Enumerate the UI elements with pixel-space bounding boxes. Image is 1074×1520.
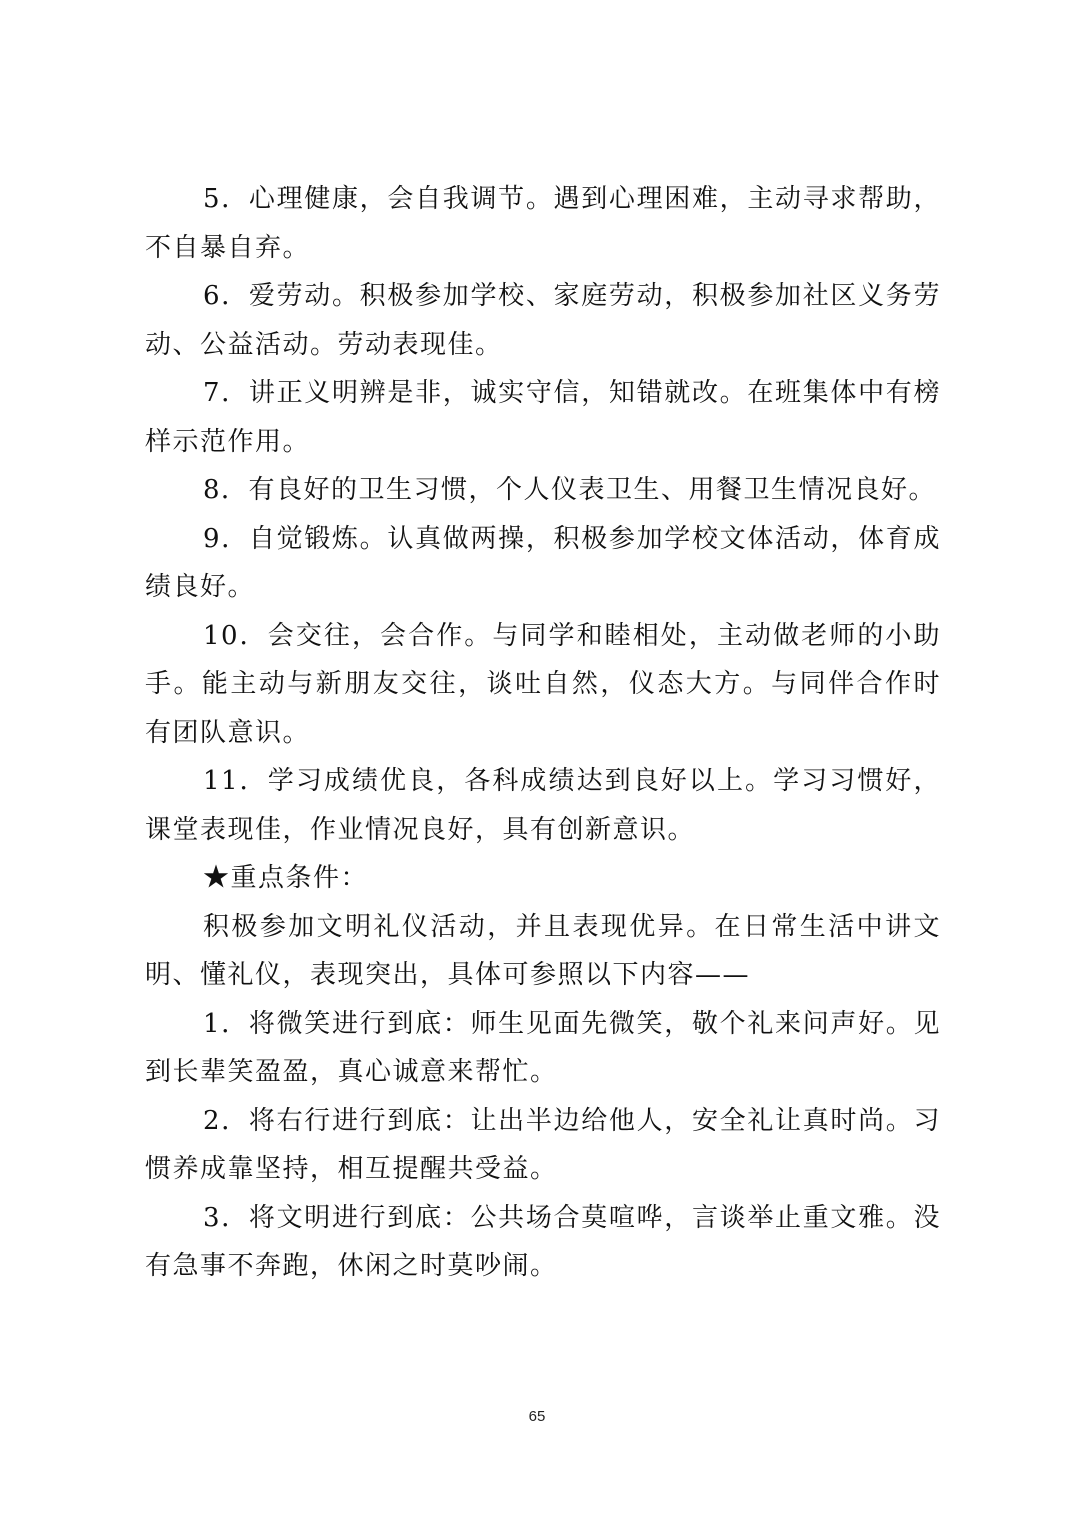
paragraph-criterion-10: 10．会交往，会合作。与同学和睦相处，主动做老师的小助手。能主动与新朋友交往，谈吐自然，仪态大方。与同伴合作时有团队意识。 xyxy=(145,620,941,748)
paragraph-criterion-11: 11．学习成绩优良，各科成绩达到良好以上。学习习惯好，课堂表现佳，作业情况良好，具有创新意识。 xyxy=(145,766,941,845)
page-number: 65 xyxy=(528,1408,546,1425)
paragraph-criterion-6: 6．爱劳动。积极参加学校、家庭劳动，积极参加社区义务劳动、公益活动。劳动表现佳。 xyxy=(145,281,941,360)
paragraph-criterion-9: 9．自觉锻炼。认真做两操，积极参加学校文体活动，体育成绩良好。 xyxy=(145,523,941,602)
etiquette-item-3: 3．将文明进行到底：公共场合莫喧哗，言谈举止重文雅。没有急事不奔跑，休闲之时莫吵闹。 xyxy=(145,1202,941,1281)
paragraph-criterion-8: 8．有良好的卫生习惯，个人仪表卫生、用餐卫生情况良好。 xyxy=(203,475,937,505)
document-body xyxy=(145,175,941,1291)
paragraph-criterion-5: 5．心理健康，会自我调节。遇到心理困难，主动寻求帮助，不自暴自弃。 xyxy=(145,184,941,263)
paragraph-criterion-7: 7．讲正义明辨是非，诚实守信，知错就改。在班集体中有榜样示范作用。 xyxy=(145,378,941,457)
key-conditions-intro: 积极参加文明礼仪活动，并且表现优异。在日常生活中讲文明、懂礼仪，表现突出，具体可参照以下内容—— xyxy=(145,911,941,990)
etiquette-item-1: 1．将微笑进行到底：师生见面先微笑，敬个礼来问声好。见到长辈笑盈盈，真心诚意来帮忙。 xyxy=(145,1008,941,1087)
etiquette-item-2: 2．将右行进行到底：让出半边给他人，安全礼让真时尚。习惯养成靠坚持，相互提醒共受益。 xyxy=(145,1105,941,1184)
key-conditions-heading: ★重点条件： xyxy=(203,863,369,893)
